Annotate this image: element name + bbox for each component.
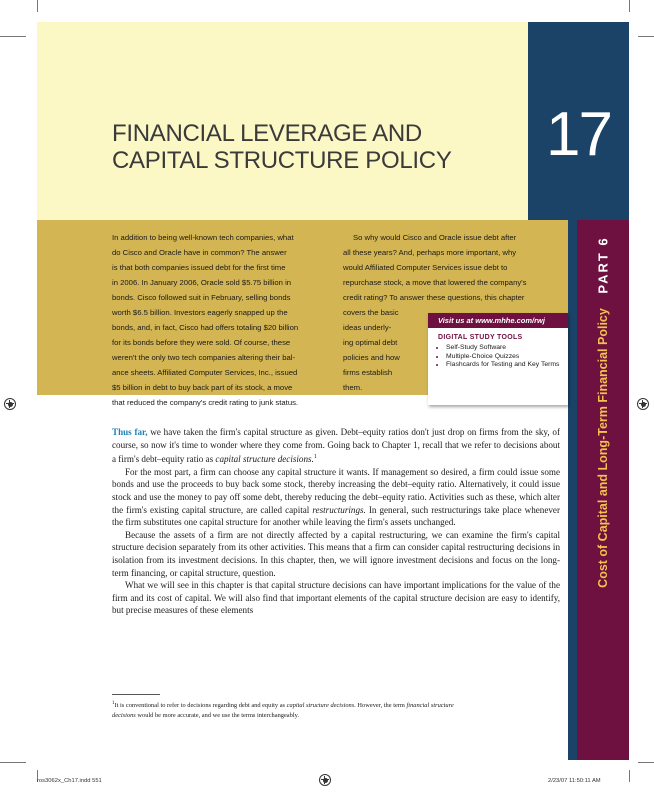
body-paragraph xyxy=(112,426,560,466)
registration-mark xyxy=(319,774,331,786)
lead-in-term: Thus far, xyxy=(112,427,148,437)
footnote-rule xyxy=(112,694,160,695)
registration-mark xyxy=(637,398,649,410)
crop-mark xyxy=(638,36,654,37)
date-slug: 2/23/07 11:50:11 AM xyxy=(548,778,601,784)
intro-line: do Cisco and Oracle have in common? The answer xyxy=(112,248,287,257)
crop-mark xyxy=(638,762,654,763)
body-paragraph: Because the assets of a firm are not directly affected by a capital restructuring, we can examine the firm's capital structure decision separately from its other activities. This means that a firm can consider capital restructuring decisions in isolation from its investment decisions. In this chapter, then, we will ignore investment decisions and focus on the long-term financing, or capital structure, question. xyxy=(112,529,560,578)
footnote-ref[interactable]: 1 xyxy=(313,454,317,461)
body-paragraph: What we will see in this chapter is that capital structure decisions can have important implications for the value of the firm and its cost of capital. We will also find that important elements of the capital structure decision are easy to identify, but precise measures of these elements xyxy=(112,580,560,616)
intro-line: So why would Cisco and Oracle issue debt after xyxy=(353,233,517,242)
intro-line: firms establish xyxy=(343,368,393,377)
italic-term: restructurings. xyxy=(312,504,366,515)
paragraph-text: For the most part, a firm can choose any capital structure it wants. If management so desired, a firm could issue some bonds and use the proceeds to buy back some stock, thereby increasing the debt–equity ratio. Alternatively, it could issue stock and use the money to pay off some debt, thereby reducing the debt–equity ratio. Activities such as these, which alter the firm's existing capital structure, are called capital xyxy=(112,466,560,515)
intro-line: In addition to being well-known tech companies, what xyxy=(112,233,294,242)
study-tools-heading: DIGITAL STUDY TOOLS xyxy=(438,334,523,341)
chapter-title-line: FINANCIAL LEVERAGE AND xyxy=(112,120,422,147)
page-number: 551 xyxy=(542,718,554,725)
intro-line: them. xyxy=(343,383,363,392)
intro-line: repurchase stock, a move that lowered the company's xyxy=(343,278,527,287)
side-blue-strip xyxy=(568,220,577,760)
footnote-text: would be more accurate, and we use the terms interchangeably. xyxy=(135,712,299,720)
chapter-number: 17 xyxy=(546,100,611,169)
intro-line: is that both companies issued debt for the first time xyxy=(112,263,286,272)
intro-line: ance sheets. Affiliated Computer Services, Inc., issued xyxy=(112,368,298,377)
intro-line: ing optimal debt xyxy=(343,338,398,347)
body-text xyxy=(112,426,560,617)
intro-line: bonds. Cisco followed suit in February, selling bonds xyxy=(112,293,291,302)
file-slug: ros3062x_Ch17.indd 551 xyxy=(37,778,102,784)
digital-study-tools-box xyxy=(428,313,568,405)
intro-line: all these years? And, perhaps more important, why xyxy=(343,248,517,257)
intro-line: weren't the only two tech companies altering their bal- xyxy=(112,353,296,362)
footnote-text: However, the term xyxy=(355,702,407,710)
intro-line: bonds, and, in fact, Cisco had offers totaling $20 billion xyxy=(112,323,299,332)
footnote-text: It is conventional to refer to decisions regarding debt and equity as xyxy=(114,702,287,710)
body-paragraph xyxy=(112,466,560,529)
intro-line: ideas underly- xyxy=(343,323,392,332)
italic-term: capital structure decisions. xyxy=(286,702,356,710)
registration-mark xyxy=(4,398,16,410)
intro-line: for its bonds before they were sold. Of course, these xyxy=(112,338,291,347)
crop-mark xyxy=(629,0,630,12)
crop-mark xyxy=(0,36,26,37)
study-tools-list xyxy=(428,344,568,370)
visit-website-link[interactable]: Visit us at www.mhhe.com/rwj xyxy=(428,313,568,328)
intro-line: worth $6.5 billion. Investors eagerly snapped up the xyxy=(112,308,288,317)
part-title: Cost of Capital and Long-Term Financial Policy xyxy=(596,308,610,588)
intro-line: covers the basic xyxy=(343,308,399,317)
footnote xyxy=(112,699,468,721)
crop-mark xyxy=(37,0,38,12)
crop-mark xyxy=(0,762,26,763)
study-tool-item: • Self-Study Software xyxy=(446,344,562,353)
study-tool-item: • Multiple-Choice Quizzes xyxy=(446,353,562,362)
footnote-number: 1 xyxy=(112,701,115,706)
intro-line: $5 billion in debt to buy back part of its stock, a move xyxy=(112,383,293,392)
intro-line: that reduced the company's credit rating to junk status. xyxy=(112,398,299,407)
italic-term: financial structure decisions xyxy=(112,702,454,720)
study-tool-item: • Flashcards for Testing and Key Terms xyxy=(446,361,562,370)
intro-line: would Affiliated Computer Services issue debt to xyxy=(343,263,508,272)
intro-line: in 2006. In January 2006, Oracle sold $5.75 billion in xyxy=(112,278,292,287)
part-label: PART 6 xyxy=(595,236,611,294)
paragraph-text: we have taken the firm's capital structure as given. Debt–equity ratios don't just drop on firms from the sky, of course, so now it's time to wonder where they come from. Going back to Chapter 1, recall that we refer to decisions about a firm's debt–equity ratio as xyxy=(112,427,560,465)
paragraph-text: In general, such restructurings take place whenever the firm substitutes one capital structure for another while leaving the firm's assets unchanged. xyxy=(112,504,561,528)
crop-mark xyxy=(629,770,630,782)
intro-left-column xyxy=(112,230,337,410)
chapter-title xyxy=(112,120,512,174)
intro-line: credit rating? To answer these questions, this chapter xyxy=(343,293,525,302)
chapter-title-line: CAPITAL STRUCTURE POLICY xyxy=(112,147,452,174)
italic-term: capital structure decisions. xyxy=(215,454,314,465)
intro-line: policies and how xyxy=(343,353,400,362)
